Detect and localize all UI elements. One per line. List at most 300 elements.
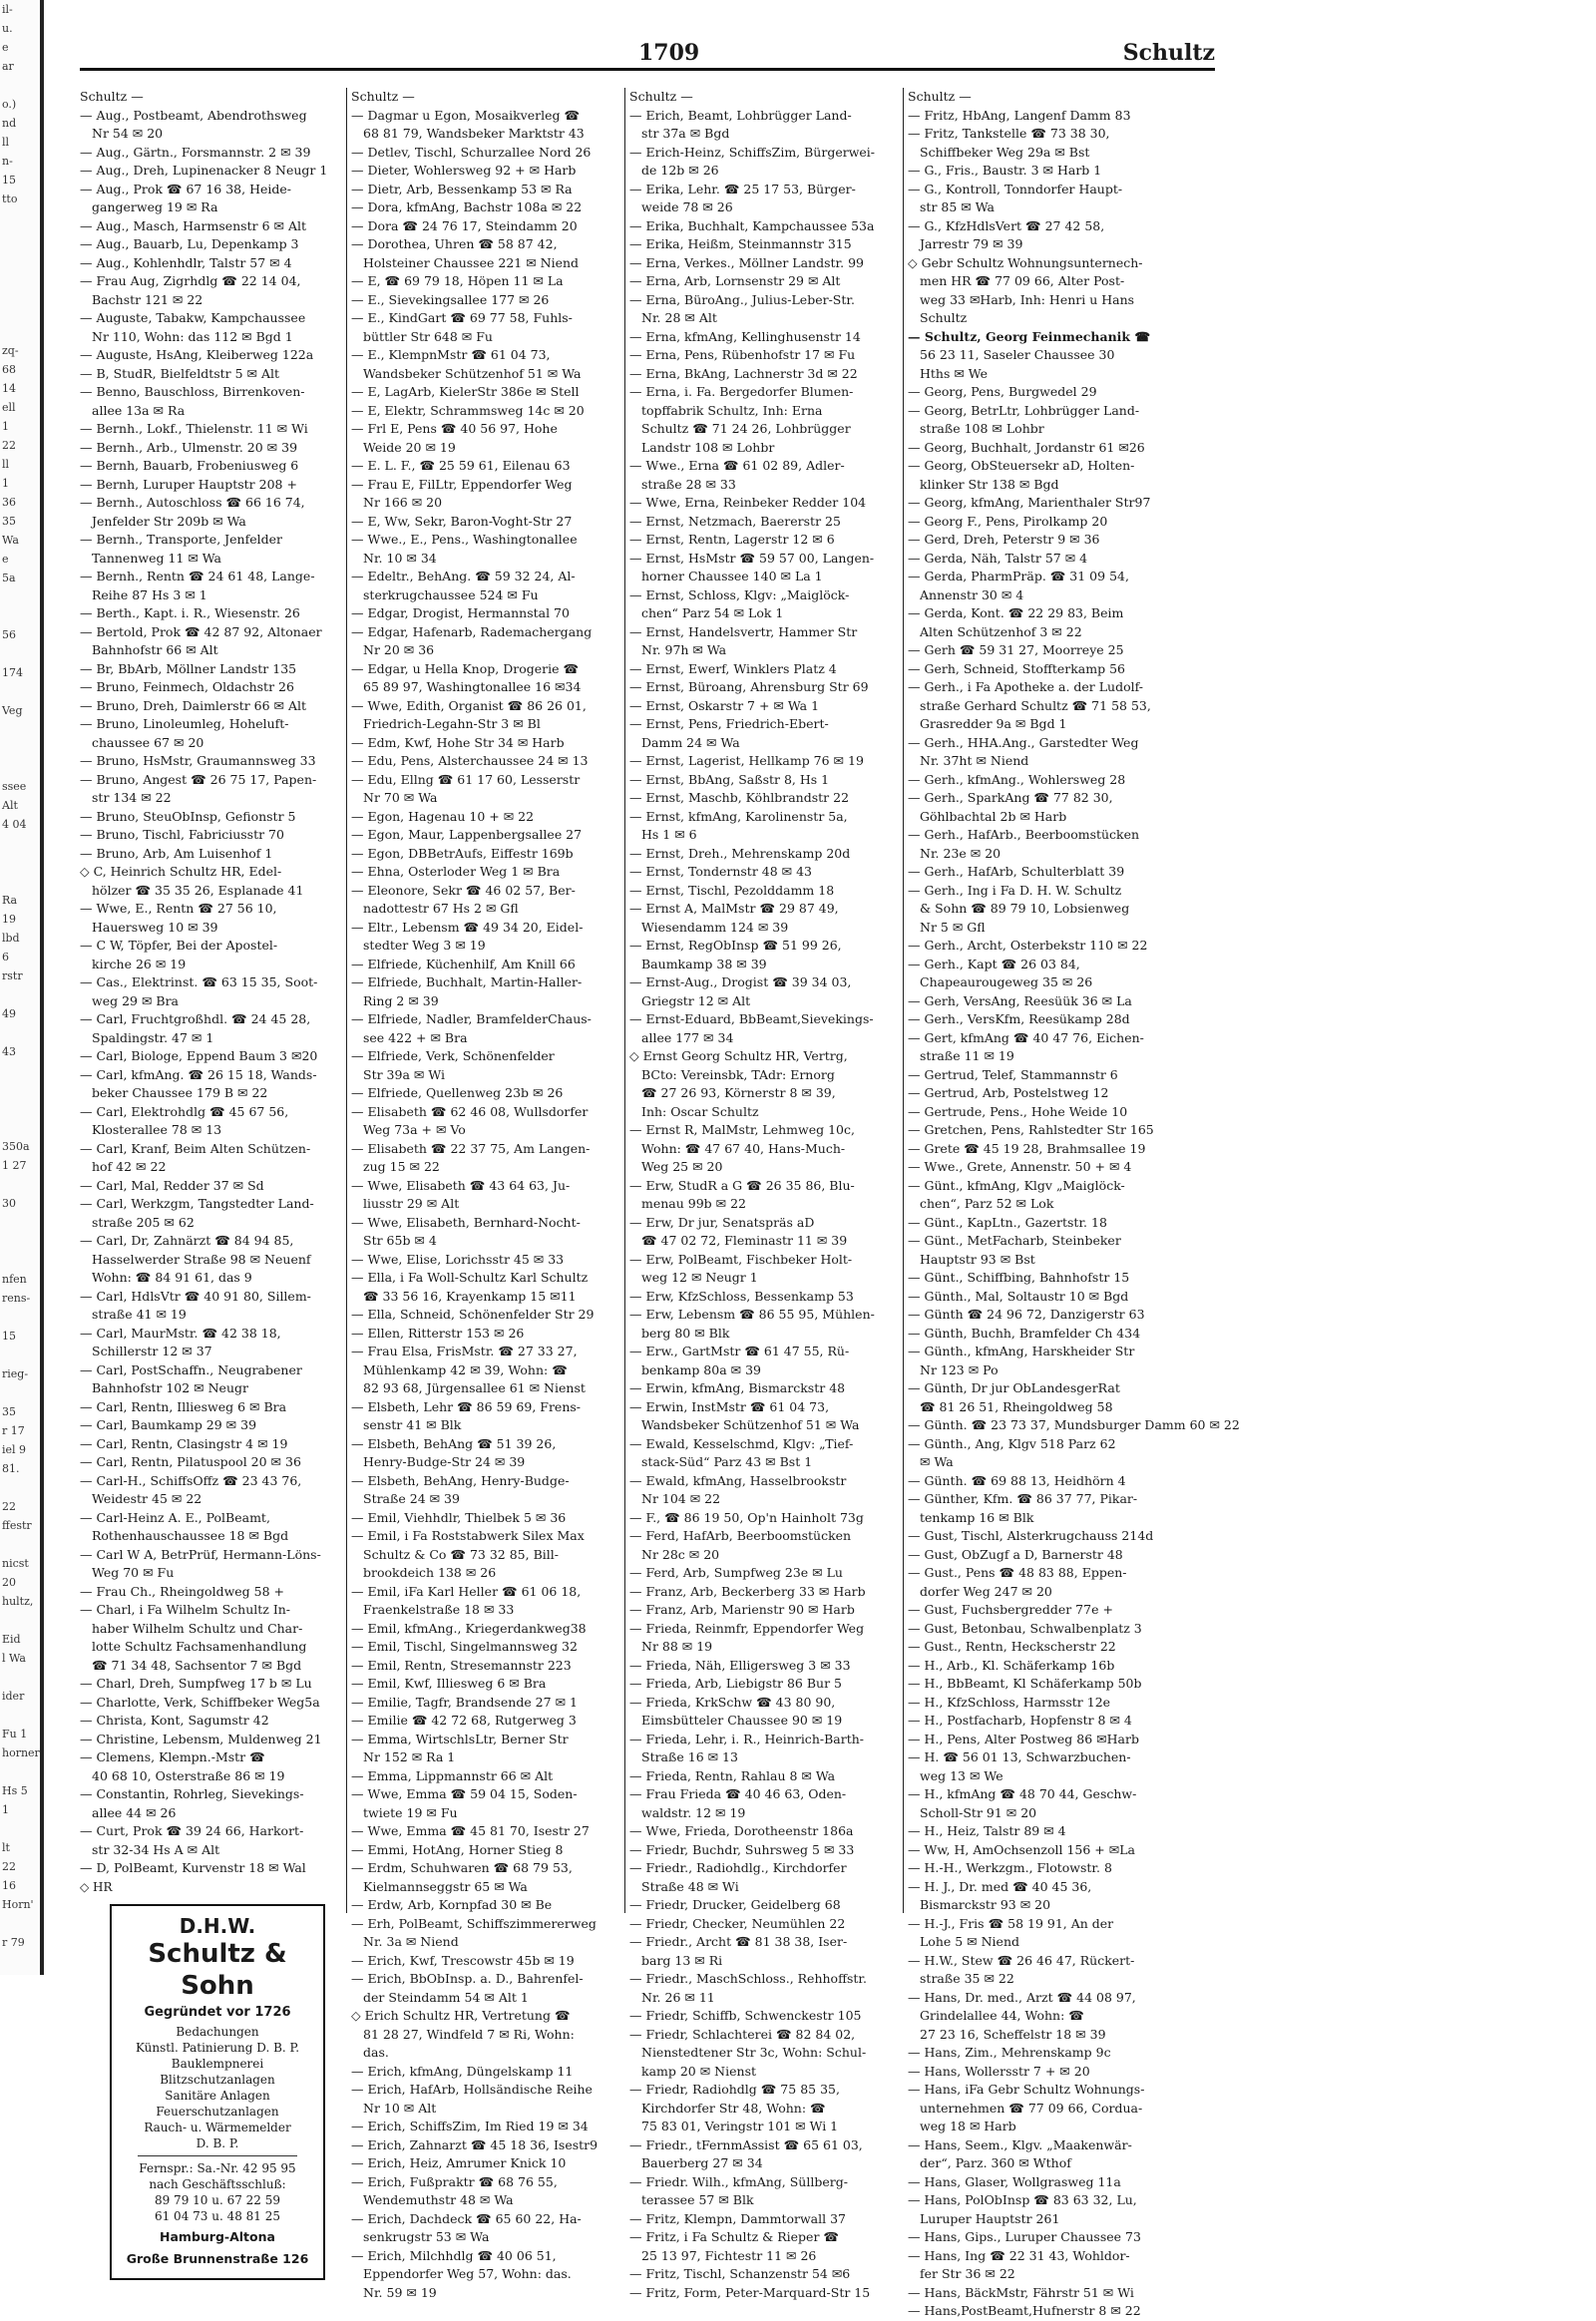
directory-entry: — H., Postfacharb, Hopfenstr 8 ✉ 4 (908, 1713, 1132, 1728)
directory-entry: — Günth ☎ 24 96 72, Danzigerstr 63 (908, 1307, 1145, 1322)
directory-entry: Hauersweg 10 ✉ 39 (92, 919, 218, 935)
left-page-fragment: Eid (2, 1633, 21, 1646)
directory-entry: Nr 5 ✉ Gfl (920, 919, 986, 935)
directory-entry: — Elfriede, Quellenweg 23b ✉ 26 (351, 1085, 564, 1100)
directory-entry: Hths ✉ We (920, 365, 989, 381)
directory-entry: — Georg F., Pens, Pirolkamp 20 (908, 513, 1108, 529)
left-page-fragment (0, 1914, 40, 1933)
left-page-fragment (0, 265, 40, 284)
directory-entry: Nr. 59 ✉ 19 (363, 2284, 437, 2300)
directory-entry: Nr. 23e ✉ 20 (920, 845, 1001, 861)
left-page-fragment (0, 1308, 40, 1327)
directory-entry: — Friedr, Schlachterei ☎ 82 84 02, (629, 2026, 856, 2042)
directory-entry: — Wwe, Elisabeth ☎ 43 64 63, Ju- (351, 1177, 571, 1193)
column-1 (80, 88, 341, 2266)
directory-entry: — Carl, Rentn, Clasingstr 4 ✉ 19 (80, 1435, 288, 1451)
directory-entry: — Hans, PolObInsp ☎ 83 63 32, Lu, (908, 2192, 1137, 2207)
directory-entry: — Elfriede, Nadler, BramfelderChaus- (351, 1011, 592, 1026)
left-page-fragment: 19 (2, 913, 16, 926)
left-page-fragment: l Wa (2, 1652, 26, 1665)
directory-entry: — Fritz, Tischl, Schanzenstr 54 ✉6 (629, 2266, 851, 2281)
left-page-fragment: 20 (2, 1576, 16, 1589)
left-page-fragment: Ra (2, 894, 18, 907)
directory-entry: benkamp 80a ✉ 39 (641, 1361, 761, 1377)
directory-entry: — Erich, kfmAng, Düngelskamp 11 (351, 2063, 574, 2079)
directory-entry: — Friedr., Archt ☎ 81 38 38, Iser- (629, 1934, 848, 1949)
directory-entry: str 37a ✉ Bgd (641, 126, 730, 141)
left-page-fragment: n- (2, 155, 13, 168)
ad-phone: 61 04 73 u. 48 81 25 (154, 2208, 281, 2223)
directory-entry: ◇ Gebr Schultz Wohnungsunternech- (908, 254, 1143, 270)
directory-entry: — Ernst, Büroang, Ahrensburg Str 69 (629, 679, 869, 694)
directory-entry: — Gerh., Archt, Osterbekstr 110 ✉ 22 (908, 938, 1148, 953)
directory-entry: — Gerh., kfmAng., Wohlersweg 28 (908, 771, 1126, 787)
directory-entry: see 422 + ✉ Bra (363, 1029, 468, 1045)
page-number: 1709 (638, 40, 700, 66)
directory-entry: — Georg, Buchhalt, Jordanstr 61 ✉26 (908, 439, 1145, 455)
left-page-fragment: ssee (2, 780, 27, 793)
directory-entry: — Erna, Verkes., Möllner Landstr. 99 (629, 254, 864, 270)
left-page-fragment: 5a (2, 572, 16, 584)
directory-entry: fer Str 36 ✉ 22 (920, 2266, 1015, 2281)
directory-entry: — Bruno, Dreh, Daimlerstr 66 ✉ Alt (80, 697, 307, 713)
directory-entry: — Eleonore, Sekr ☎ 46 02 57, Ber- (351, 882, 576, 898)
left-page-fragment (0, 1251, 40, 1270)
directory-entry: Kielmannseggstr 65 ✉ Wa (363, 1878, 528, 1894)
directory-entry: — Erich, Dachdeck ☎ 65 60 22, Ha- (351, 2210, 582, 2226)
directory-entry: — Frau Ch., Rheingoldweg 58 + (80, 1583, 284, 1599)
directory-entry: weg 29 ✉ Bra (92, 992, 180, 1008)
directory-entry: — Elsbeth, BehAng ☎ 51 39 26, (351, 1435, 557, 1451)
directory-entry: — Franz, Arb, Marienstr 90 ✉ Harb (629, 1602, 855, 1617)
directory-entry: — D, PolBeamt, Kurvenstr 18 ✉ Wal (80, 1860, 306, 1875)
left-page-fragment (0, 322, 40, 341)
directory-entry: — Ernst, Rentn, Lagerstr 12 ✉ 6 (629, 532, 835, 547)
directory-entry: — Egon, Hagenau 10 + ✉ 22 (351, 808, 535, 824)
left-page-fragment: 35 (2, 1405, 16, 1418)
directory-entry: — Erw, Lebensm ☎ 86 55 95, Mühlen- (629, 1307, 875, 1322)
directory-entry: straße 11 ✉ 19 (920, 1048, 1014, 1063)
column-4 (908, 88, 1240, 2318)
directory-entry: — Aug., Kohlenhdlr, Talstr 57 ✉ 4 (80, 254, 292, 270)
directory-entry: ✉ Wa (920, 1454, 954, 1469)
left-page-fragment: 43 (2, 1045, 16, 1058)
directory-entry: — Wwe, Emma ☎ 45 81 70, Isestr 27 (351, 1823, 590, 1838)
left-page-fragment (0, 682, 40, 701)
directory-entry: — Erich, SchiffsZim, Im Ried 19 ✉ 34 (351, 2119, 589, 2133)
directory-entry: — Gertrud, Arb, Postelstweg 12 (908, 1085, 1109, 1100)
directory-entry: — G., KfzHdlsVert ☎ 27 42 58, (908, 217, 1105, 233)
directory-entry: — Erw, PolBeamt, Fischbeker Holt- (629, 1251, 853, 1267)
directory-entry: Spaldingstr. 47 ✉ 1 (92, 1029, 214, 1045)
directory-entry: — Egon, Maur, Lappenbergsallee 27 (351, 827, 583, 842)
directory-entry: — E, ☎ 69 79 18, Höpen 11 ✉ La (351, 273, 564, 288)
directory-entry: — Constantin, Rohrleg, Sievekings- (80, 1786, 304, 1801)
directory-entry: — Gertrud, Telef, Stammannstr 6 (908, 1066, 1118, 1082)
column-3 (629, 88, 891, 2300)
directory-entry: — Elfriede, Küchenhilf, Am Knill 66 (351, 956, 576, 971)
directory-entry: — Carl, Mal, Redder 37 ✉ Sd (80, 1177, 264, 1193)
column-divider (624, 88, 625, 1913)
left-page-fragment: rieg- (2, 1367, 29, 1380)
directory-entry: — Erich, Fußpraktr ☎ 68 76 55, (351, 2173, 558, 2189)
directory-entry: — Dieter, Wohlersweg 92 + ✉ Harb (351, 163, 577, 178)
left-page-fragment: e (2, 41, 9, 54)
directory-entry: — Gerh., HHA.Ang., Garstedter Weg (908, 734, 1139, 750)
directory-entry: Schultz ☎ 71 24 26, Lohbrügger (641, 421, 851, 436)
directory-entry: — Aug., Gärtn., Forsmannstr. 2 ✉ 39 (80, 144, 311, 160)
ad-phone: nach Geschäftsschluß: (149, 2176, 286, 2191)
directory-entry: Straße 16 ✉ 13 (641, 1749, 738, 1764)
directory-entry: Baumkamp 38 ✉ 39 (641, 956, 767, 971)
directory-entry: — Frieda, KrkSchw ☎ 43 80 90, (629, 1694, 836, 1710)
directory-entry: — Bernh., Arb., Ulmenstr. 20 ✉ 39 (80, 439, 298, 455)
directory-entry: str 85 ✉ Wa (920, 199, 995, 214)
directory-entry: 65 89 97, Washingtonallee 16 ✉34 (363, 679, 582, 694)
ad-service: Feuerschutzanlagen (156, 2104, 279, 2119)
directory-entry: — Carl, PostSchaffn., Neugrabener (80, 1361, 302, 1377)
directory-entry: — Georg, ObSteuersekr aD, Holten- (908, 458, 1135, 473)
directory-entry: Wendemuthstr 48 ✉ Wa (363, 2192, 514, 2207)
directory-entry: — Ella, i Fa Woll-Schultz Karl Schultz (351, 1270, 589, 1285)
directory-entry: Bismarckstr 93 ✉ 20 (920, 1897, 1051, 1912)
directory-entry: — Emil, Viehhdlr, Thielbek 5 ✉ 36 (351, 1509, 567, 1525)
directory-entry: str 32-34 Hs A ✉ Alt (92, 1841, 220, 1857)
directory-entry: — Auguste, HsAng, Kleiberweg 122a (80, 347, 314, 362)
directory-entry: nadottestr 67 Hs 2 ✉ Gfl (363, 901, 519, 916)
directory-entry: — Gert, kfmAng ☎ 40 47 76, Eichen- (908, 1029, 1144, 1045)
directory-entry: — Carl, MaurMstr. ☎ 42 38 18, (80, 1325, 281, 1341)
directory-entry: — H., Pens, Alter Postweg 86 ✉Harb (908, 1731, 1139, 1746)
directory-entry: — Erw, Dr jur, Senatspräs aD (629, 1214, 815, 1230)
ad-service: Blitzschutzanlagen (160, 2072, 275, 2087)
left-page-fragment: 1 (2, 420, 9, 433)
directory-entry: — Auguste, Tabakw, Kampchaussee (80, 310, 306, 325)
directory-entry: — Fritz, Tankstelle ☎ 73 38 30, (908, 126, 1110, 141)
ad-city: Hamburg-Altona (160, 2228, 275, 2244)
directory-entry: ☎ 27 26 93, Körnerstr 8 ✉ 39, (641, 1085, 836, 1100)
left-page-fragment: nicst (2, 1557, 29, 1570)
directory-entry: — Clemens, Klempn.-Mstr ☎ (80, 1749, 265, 1764)
directory-entry: — Erich, Milchhdlg ☎ 40 06 51, (351, 2247, 557, 2263)
directory-entry: — Emma, WirtschlsLtr, Berner Str (351, 1731, 569, 1746)
directory-entry: weide 78 ✉ 26 (641, 199, 733, 214)
directory-entry: — Günth., Ang, Klgv 518 Parz 62 (908, 1435, 1116, 1451)
directory-entry: — H.W., Stew ☎ 26 46 47, Rückert- (908, 1952, 1135, 1968)
directory-entry: Hs 1 ✉ 6 (641, 827, 697, 842)
directory-entry: — Hans, BäckMstr, Fährstr 51 ✉ Wi (908, 2284, 1134, 2300)
column-head: Schultz — (351, 89, 415, 104)
directory-entry: — Elfriede, Buchhalt, Martin-Haller- (351, 974, 583, 989)
directory-entry: — Gerh., i Fa Apotheke a. der Ludolf- (908, 679, 1144, 694)
directory-entry: Weidestr 45 ✉ 22 (92, 1491, 202, 1506)
directory-entry: — Hans, Gips., Luruper Chaussee 73 (908, 2229, 1141, 2244)
ad-service: Sanitäre Anlagen (165, 2088, 270, 2103)
directory-entry: — Ehna, Osterloder Weg 1 ✉ Bra (351, 864, 561, 879)
directory-entry: — Emil, iFa Karl Heller ☎ 61 06 18, (351, 1583, 582, 1599)
directory-entry: Hauptstr 93 ✉ Bst (920, 1251, 1035, 1267)
directory-entry: — Gust, ObZugf a D, Barnerstr 48 (908, 1546, 1123, 1562)
directory-entry: — Ernst, Lagerist, Hellkamp 76 ✉ 19 (629, 753, 864, 768)
directory-entry: — Georg, kfmAng, Marienthaler Str97 (908, 495, 1151, 510)
directory-entry: ☎ 81 26 51, Rheingoldweg 58 (920, 1398, 1113, 1414)
directory-entry: — Ernst, Oskarstr 7 + ✉ Wa 1 (629, 697, 820, 713)
directory-entry: Schillerstr 12 ✉ 37 (92, 1344, 212, 1358)
directory-entry: — Gerda, Kont. ☎ 22 29 83, Beim (908, 605, 1124, 620)
directory-entry: — Ernst, Dreh., Mehrenskamp 20d (629, 845, 851, 861)
directory-entry: — Erw., GartMstr ☎ 61 47 55, Rü- (629, 1344, 850, 1358)
directory-entry: — Carl-Heinz A. E., PolBeamt, (80, 1509, 270, 1525)
directory-entry: Weg 70 ✉ Fu (92, 1565, 175, 1580)
directory-entry: — Ernst-Eduard, BbBeamt,Sievekings- (629, 1011, 874, 1026)
directory-entry: 82 93 68, Jürgensallee 61 ✉ Nienst (363, 1380, 586, 1395)
directory-entry: — Ella, Schneid, Schönenfelder Str 29 (351, 1307, 595, 1322)
left-page-fragment: nd (2, 117, 17, 130)
directory-entry: — Ernst, BbAng, Saßstr 8, Hs 1 (629, 771, 830, 787)
left-page-fragment: ider (2, 1690, 25, 1703)
directory-entry: — Dagmar u Egon, Mosaikverleg ☎ (351, 107, 581, 123)
directory-entry: — Erich, BbObInsp. a. D., Bahrenfel- (351, 1971, 584, 1986)
directory-entry: Nr 152 ✉ Ra 1 (363, 1749, 456, 1764)
left-page-fragment (0, 720, 40, 739)
left-page-fragment (0, 853, 40, 872)
directory-entry: — Wwe, Emma ☎ 59 04 15, Soden- (351, 1786, 578, 1801)
directory-entry: — Ernst R, MalMstr, Lehmweg 10c, (629, 1122, 855, 1137)
directory-entry: & Sohn ☎ 89 79 10, Lobsienweg (920, 901, 1130, 916)
directory-entry: — Cas., Elektrinst. ☎ 63 15 35, Soot- (80, 974, 318, 989)
left-page-fragment (0, 758, 40, 777)
directory-entry: Bahnhofstr 102 ✉ Neugr (92, 1380, 248, 1395)
directory-entry: senstr 41 ✉ Blk (363, 1417, 462, 1432)
directory-entry: Henry-Budge-Str 24 ✉ 39 (363, 1454, 526, 1469)
directory-entry: — Ernst-Aug., Drogist ☎ 39 34 03, (629, 974, 852, 989)
directory-entry: chen“ Parz 54 ✉ Lok 1 (641, 605, 784, 620)
directory-entry: ◇ Ernst Georg Schultz HR, Vertrg, (629, 1048, 848, 1063)
directory-entry: Weide 20 ✉ 19 (363, 439, 456, 455)
directory-entry: — Carl, Baumkamp 29 ✉ 39 (80, 1417, 257, 1432)
left-page-fragment: 22 (2, 1500, 16, 1513)
directory-entry: allee 177 ✉ 34 (641, 1029, 734, 1045)
directory-entry: — Ww, H, AmOchsenzoll 156 + ✉La (908, 1841, 1135, 1857)
left-page-fragment: il- (2, 3, 13, 16)
left-page-fragment (0, 1061, 40, 1080)
directory-entry: — E., KlempnMstr ☎ 61 04 73, (351, 347, 551, 362)
directory-entry: — Frau Elsa, FrisMstr. ☎ 27 33 27, (351, 1344, 578, 1358)
ad-marker: ◇ HR (80, 1879, 113, 1894)
directory-entry: — Friedr, Radiohdlg ☎ 75 85 35, (629, 2082, 840, 2097)
directory-entry: ◇ Erich Schultz HR, Vertretung ☎ (351, 2008, 571, 2023)
directory-entry: — Elsbeth, BehAng, Henry-Budge- (351, 1472, 570, 1488)
left-page-fragment (0, 985, 40, 1004)
directory-entry: Schultz & Co ☎ 73 32 85, Bill- (363, 1546, 559, 1562)
directory-entry: liusstr 29 ✉ Alt (363, 1196, 460, 1211)
directory-entry: — Gertrude, Pens., Hohe Weide 10 (908, 1103, 1128, 1119)
directory-entry: Ring 2 ✉ 39 (363, 992, 439, 1008)
directory-entry: — Friedr., MaschSchloss., Rehhoffstr. (629, 1971, 867, 1986)
directory-entry: — Bruno, Tischl, Fabriciusstr 70 (80, 827, 284, 842)
left-page-fragment (0, 1118, 40, 1137)
directory-entry: — Erich, Beamt, Lohbrügger Land- (629, 107, 852, 123)
directory-entry: — Georg, BetrLtr, Lohbrügger Land- (908, 402, 1140, 418)
directory-entry: — E., KindGart ☎ 69 77 58, Fuhls- (351, 310, 573, 325)
directory-entry: — Christa, Kont, Sagumstr 42 (80, 1713, 269, 1728)
directory-entry: — Friedr., Radiohdlg., Kirchdorfer (629, 1860, 847, 1875)
directory-entry: — Erh, PolBeamt, Schiffszimmererweg (351, 1915, 597, 1931)
ad-service: Bauklempnerei (171, 2056, 264, 2071)
left-page-fragment (0, 208, 40, 227)
left-page-fragment: 1 (2, 1803, 9, 1816)
directory-entry: Nr 54 ✉ 20 (92, 126, 164, 141)
directory-entry: — Ernst, Handelsvertr, Hammer Str (629, 623, 858, 639)
directory-entry: — Günth. ☎ 23 73 37, Mundsburger Damm 60 ✉ 22 (908, 1417, 1240, 1432)
left-page-fragment: 174 (2, 666, 23, 679)
directory-entry: — Ernst, Tondernstr 48 ✉ 43 (629, 864, 812, 879)
ad-service: Bedachungen (176, 2024, 259, 2039)
directory-entry: — B, StudR, Bielfeldtstr 5 ✉ Alt (80, 365, 280, 381)
directory-entry: — Emil, i Fa Roststabwerk Silex Max (351, 1528, 585, 1543)
directory-entry: Weg 73a + ✉ Vo (363, 1122, 466, 1137)
directory-entry: — Franz, Arb, Beckerberg 33 ✉ Harb (629, 1583, 866, 1599)
directory-entry: das. (363, 2045, 389, 2060)
left-page-fragment: u. (2, 22, 13, 35)
column-divider (346, 88, 347, 1913)
directory-entry: — Erika, Lehr. ☎ 25 17 53, Bürger- (629, 181, 856, 196)
directory-entry: — Erna, Pens, Rübenhofstr 17 ✉ Fu (629, 347, 856, 362)
directory-entry: Str 39a ✉ Wi (363, 1066, 445, 1082)
left-page-fragment: 350a (2, 1140, 30, 1153)
directory-entry: — Charl, Dreh, Sumpfweg 17 b ✉ Lu (80, 1676, 312, 1691)
directory-entry: Reihe 87 Hs 3 ✉ 1 (92, 586, 207, 602)
directory-entry: — Gust., Pens ☎ 48 83 88, Eppen- (908, 1565, 1127, 1580)
left-page-fragment (0, 587, 40, 606)
directory-entry: — G., Fris., Baustr. 3 ✉ Harb 1 (908, 163, 1102, 178)
left-page-fragment: 68 (2, 363, 16, 376)
directory-entry: Schiffbeker Weg 29a ✉ Bst (920, 144, 1090, 160)
ad-service: Künstl. Patinierung D. B. P. (135, 2040, 300, 2055)
directory-entry: straße 108 ✉ Lohbr (920, 421, 1044, 436)
ad-divider (138, 2155, 297, 2156)
directory-entry: stedter Weg 3 ✉ 19 (363, 938, 486, 953)
directory-entry: senkrugstr 53 ✉ Wa (363, 2229, 490, 2244)
left-page-fragment: Fu 1 (2, 1728, 28, 1741)
directory-entry: Landstr 108 ✉ Lohbr (641, 439, 775, 455)
directory-entry: — Ewald, Kesselschmd, Klgv: „Tief- (629, 1435, 854, 1451)
directory-entry: Hasselwerder Straße 98 ✉ Neuenf (92, 1251, 311, 1267)
left-page-fragment: 30 (2, 1197, 16, 1210)
directory-entry: terassee 57 ✉ Blk (641, 2192, 754, 2207)
directory-entry: — Wwe, Elisabeth, Bernhard-Nocht- (351, 1214, 581, 1230)
directory-entry: Nr 88 ✉ 19 (641, 1639, 713, 1654)
directory-entry: — H., Arb., Kl. Schäferkamp 16b (908, 1657, 1115, 1673)
directory-entry: Eimsbütteler Chaussee 90 ✉ 19 (641, 1713, 843, 1728)
directory-entry: Nr 28c ✉ 20 (641, 1546, 720, 1562)
directory-entry: — H., Heiz, Talstr 89 ✉ 4 (908, 1823, 1066, 1838)
left-page-fragment: 6 (2, 951, 9, 964)
directory-entry: — Carl, HdlsVtr ☎ 40 91 80, Sillem- (80, 1288, 311, 1304)
directory-entry: straße 205 ✉ 62 (92, 1214, 195, 1230)
directory-entry: — H.-H., Werkzgm., Flotowstr. 8 (908, 1860, 1112, 1875)
directory-entry: — Emma, Lippmannstr 66 ✉ Alt (351, 1767, 554, 1783)
directory-entry: — Gerh., HafArb, Schulterblatt 39 (908, 864, 1125, 879)
directory-entry: — Gerh, Schneid, Stoffterkamp 56 (908, 660, 1125, 676)
directory-entry: — Friedr, Checker, Neumühlen 22 (629, 1915, 846, 1931)
directory-entry: — Elsbeth, Lehr ☎ 86 59 69, Frens- (351, 1398, 582, 1414)
directory-entry: Nr 10 ✉ Alt (363, 2100, 437, 2116)
directory-entry: — Hans,PostBeamt,Hufnerstr 8 ✉ 22 (908, 2303, 1141, 2318)
running-head: Schultz (1122, 40, 1215, 66)
directory-entry: Bauerberg 27 ✉ 34 (641, 2155, 763, 2170)
directory-entry: — Ernst, Tischl, Pezolddamm 18 (629, 882, 835, 898)
directory-entry: — Berth., Kapt. i. R., Wiesenstr. 26 (80, 605, 300, 620)
directory-entry: — Ellen, Ritterstr 153 ✉ 26 (351, 1325, 525, 1341)
directory-entry: — Erw, KfzSchloss, Bessenkamp 53 (629, 1288, 854, 1304)
directory-entry: — Ernst, HsMstr ☎ 59 57 00, Langen- (629, 550, 875, 566)
directory-entry: — Wwe, E., Rentn ☎ 27 56 10, (80, 901, 277, 916)
directory-entry: Nr. 28 ✉ Alt (641, 310, 717, 325)
left-page-fragment (0, 1535, 40, 1554)
directory-entry: Wandsbeker Schützenhof 51 ✉ Wa (641, 1417, 860, 1432)
directory-entry: — Ernst, Ewerf, Winklers Platz 4 (629, 660, 837, 676)
directory-entry: büttler Str 648 ✉ Fu (363, 328, 493, 344)
left-page-fragment: ll (2, 136, 10, 149)
directory-entry: — Hans, Glaser, Wollgrasweg 11a (908, 2173, 1121, 2189)
left-page-fragment: 22 (2, 439, 16, 452)
directory-entry: — Bruno, Feinmech, Oldachstr 26 (80, 679, 294, 694)
directory-entry: — Erich-Heinz, SchiffsZim, Bürgerwei- (629, 144, 876, 160)
left-page-fragment (0, 1346, 40, 1364)
directory-entry: — Erna, i. Fa. Bergedorfer Blumen- (629, 384, 854, 399)
left-page-fragment: Alt (2, 799, 18, 812)
directory-entry: 81 28 27, Windfeld 7 ✉ Ri, Wohn: (363, 2026, 575, 2042)
directory-entry: — Emmi, HotAng, Horner Stieg 8 (351, 1841, 564, 1857)
left-page-fragment: horner (2, 1746, 40, 1759)
directory-entry: — Günth., Mal, Soltaustr 10 ✉ Bgd (908, 1288, 1129, 1304)
directory-entry: — Carl-H., SchiffsOffz ☎ 23 43 76, (80, 1472, 302, 1488)
directory-entry: — Erdm, Schuhwaren ☎ 68 79 53, (351, 1860, 573, 1875)
directory-entry: — Friedr, Drucker, Geidelberg 68 (629, 1897, 841, 1912)
left-page-fragment (0, 1213, 40, 1232)
directory-entry: — H.-J., Fris ☎ 58 19 91, An der (908, 1915, 1114, 1931)
ad-street: Große Brunnenstraße 126 (126, 2250, 309, 2266)
directory-entry: — Edu, Ellng ☎ 61 17 60, Lesserstr (351, 771, 581, 787)
directory-entry: — Eltr., Lebensm ☎ 49 34 20, Eidel- (351, 919, 584, 935)
directory-entry: Nr. 3a ✉ Niend (363, 1934, 459, 1949)
directory-entry: — Dietr, Arb, Bessenkamp 53 ✉ Ra (351, 181, 573, 196)
directory-entry: — Br, BbArb, Möllner Landstr 135 (80, 660, 297, 676)
directory-entry: — Georg, Pens, Burgwedel 29 (908, 384, 1097, 399)
directory-entry: — Edgar, Hafenarb, Rademachergang (351, 623, 593, 639)
directory-entry: — Günt., Schiffbing, Bahnhofstr 15 (908, 1270, 1130, 1285)
directory-entry: Annenstr 30 ✉ 4 (920, 586, 1024, 602)
directory-entry: — F., ☎ 86 19 50, Op'n Hainholt 73g (629, 1509, 864, 1525)
directory-entry: — Friedr, Buchdr, Suhrsweg 5 ✉ 33 (629, 1841, 855, 1857)
directory-entry: — Bruno, Linoleumleg, Hoheluft- (80, 716, 289, 731)
directory-entry: — Emil, Tischl, Singelmannsweg 32 (351, 1639, 578, 1654)
directory-entry: — Frieda, Rentn, Rahlau 8 ✉ Wa (629, 1767, 836, 1783)
directory-entry: — Aug., Prok ☎ 67 16 38, Heide- (80, 181, 292, 196)
directory-entry: — Fritz, Form, Peter-Marquard-Str 15 (629, 2284, 871, 2300)
directory-entry: — Erika, Buchhalt, Kampchaussee 53a (629, 217, 875, 233)
directory-entry: 56 23 11, Saseler Chaussee 30 (920, 347, 1115, 362)
directory-entry: hof 42 ✉ 22 (92, 1159, 167, 1174)
left-page-fragment: 56 (2, 628, 16, 641)
left-page-fragment (0, 1383, 40, 1402)
directory-entry: — E. L. F., ☎ 25 59 61, Eilenau 63 (351, 458, 571, 473)
ad-phone: 89 79 10 u. 67 22 59 (154, 2192, 281, 2207)
left-page-fragment: Wa (2, 534, 19, 547)
directory-entry: chaussee 67 ✉ 20 (92, 734, 204, 750)
directory-entry: Grindelallee 44, Wohn: ☎ (920, 2008, 1084, 2023)
